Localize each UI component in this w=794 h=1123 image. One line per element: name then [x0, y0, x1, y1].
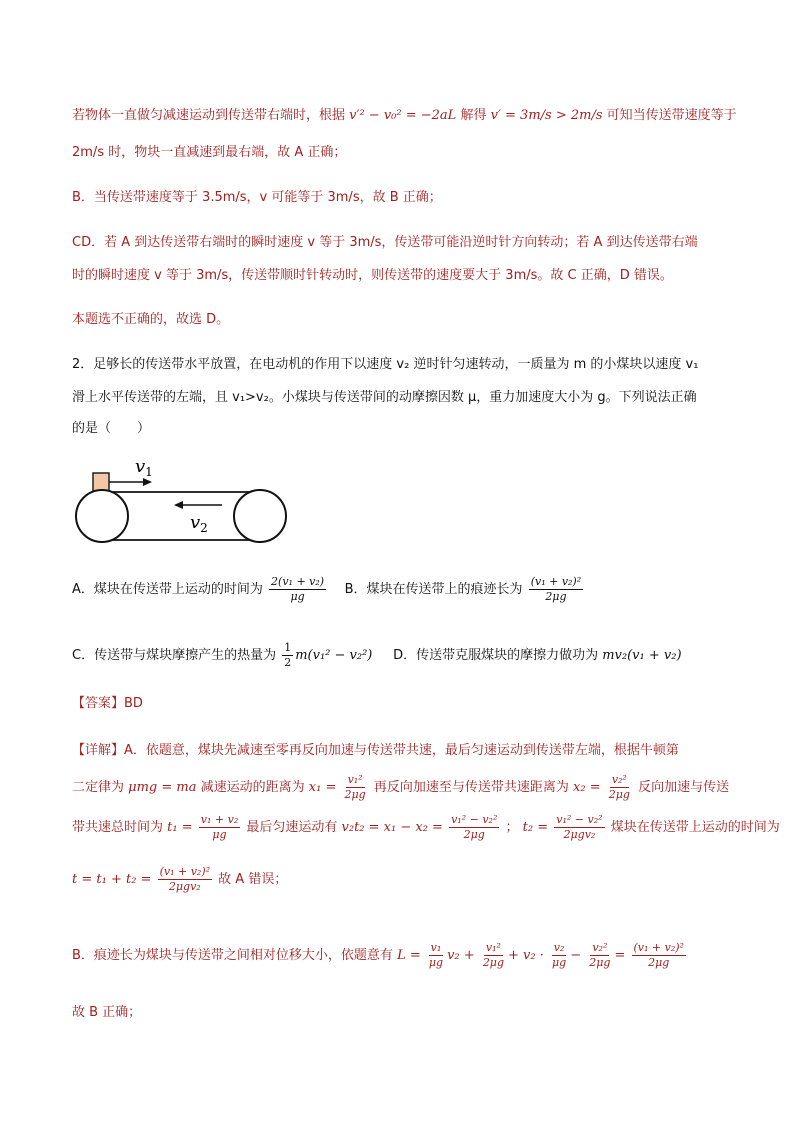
fraction — [587, 941, 612, 970]
equation: L = — [397, 948, 421, 963]
denominator: 2μgv₂ — [168, 880, 201, 893]
fraction — [158, 865, 212, 894]
text-segment: 二定律为 — [72, 780, 125, 795]
question-2-line-2: 滑上水平传送带的左端，且 v₁>v₂。小煤块与传送带间的动摩擦因数 μ，重力加速度大小为 g。下列说法正确 — [72, 390, 697, 405]
fraction — [554, 813, 604, 842]
numerator: (v₁ + v₂)² — [633, 941, 684, 954]
text-segment: 减速运动的距离为 — [200, 780, 305, 795]
explanation-line-1 — [72, 106, 737, 126]
question-2-line-3: 的是（ ） — [72, 421, 151, 436]
denominator: 2μg — [608, 788, 630, 801]
equation: v′ = 3m/s > 2m/s — [490, 108, 603, 123]
equation: t₂ = — [522, 820, 549, 835]
text-segment: 可知当传送带速度等于 — [606, 108, 737, 123]
denominator: 2μg — [463, 828, 485, 841]
text-segment: B．痕迹长为煤块与传送带之间相对位移大小，依题意有 — [72, 948, 393, 963]
option-a-label: A．煤块在传送带上运动的时间为 — [72, 582, 263, 597]
answer — [72, 694, 732, 714]
v1-label: $v_1$ — [135, 458, 153, 479]
denominator: μg — [428, 956, 444, 969]
numerator: v₂² — [592, 941, 608, 954]
denominator: μg — [290, 590, 305, 603]
denominator: 2μgv₂ — [563, 828, 596, 841]
explanation-line-2: 2m/s 时，物块一直减速到最右端，故 A 正确； — [72, 145, 347, 160]
text-segment: 最后匀速运动有 — [246, 820, 338, 835]
numerator: 2(v₁ + v₂) — [271, 575, 325, 588]
detail-line-4 — [72, 862, 732, 898]
equation: v′² − v₀² = −2aL — [349, 108, 457, 123]
numerator: v₂² — [611, 773, 627, 786]
options-ab — [72, 572, 732, 608]
denominator: μg — [212, 828, 227, 841]
equation: μmg = ma — [128, 780, 197, 795]
explanation-cd-1: CD．若 A 到达传送带右端时的瞬时速度 v 等于 3m/s，传送带可能沿逆时针方向转动；若 A 到达传送带右端 — [72, 235, 698, 250]
right-pulley — [234, 490, 286, 542]
option-b-label: B．煤块在传送带上的痕迹长为 — [344, 582, 523, 597]
denominator: 2 — [284, 656, 292, 669]
detail-b — [72, 938, 732, 974]
option-c-label: C．传送带与煤块摩擦产生的热量为 — [72, 648, 277, 663]
question-2-line-1: 2．足够长的传送带水平放置，在电动机的作用下以速度 v₂ 逆时针匀速转动，一质量为 m 的小煤块以速度 v₁ — [72, 357, 699, 372]
numerator: v₁² − v₂² — [556, 813, 603, 826]
equation: m(v₁² − v₂²) — [295, 648, 373, 663]
text-segment: 解得 — [460, 108, 487, 123]
denominator: 2μg — [589, 956, 611, 969]
conclusion: 本题选不正确的，故选 D。 — [72, 312, 230, 327]
v1-arrowhead — [143, 478, 152, 486]
explanation-cd-2: 时的瞬时速度 v 等于 3m/s，传送带顺时针转动时，则传送带的速度要大于 3m/s。故 C 正确，D 错误。 — [72, 268, 673, 283]
equation: + v₂ · — [508, 948, 544, 963]
option-d-label: D．传送带克服煤块的摩擦力做功为 — [393, 648, 599, 663]
fraction — [481, 941, 506, 970]
fraction — [607, 773, 632, 802]
text-segment: 再反向加速至与传送带共速距离为 — [373, 780, 569, 795]
text-segment: 带共速总时间为 — [72, 820, 164, 835]
denominator: 2μg — [545, 590, 567, 603]
fraction — [449, 813, 499, 842]
answer-label: 【答案】 — [72, 696, 125, 711]
text-segment: 反向加速与传送 — [638, 780, 730, 795]
numerator: v₁ + v₂ — [200, 813, 239, 826]
denominator: 2μg — [648, 956, 670, 969]
detail-line-3 — [72, 810, 780, 846]
equation: v₂t₂ = x₁ − x₂ = — [341, 820, 443, 835]
denominator: 2μg — [482, 956, 505, 969]
equation: t₁ = — [167, 820, 193, 835]
numerator: v₁² — [485, 941, 501, 954]
numerator: (v₁ + v₂)² — [530, 575, 582, 588]
separator: ； — [505, 820, 519, 835]
equation: mv₂(v₁ + v₂) — [602, 648, 682, 663]
fraction — [632, 941, 686, 970]
equation: x₁ = — [308, 780, 337, 795]
fraction — [427, 941, 445, 970]
fraction — [550, 941, 568, 970]
denominator: μg — [552, 956, 567, 969]
option-a-fraction — [269, 575, 326, 604]
numerator: v₂ — [553, 941, 565, 954]
equation: = — [614, 948, 626, 963]
detail-b-conclusion: 故 B 正确； — [72, 1005, 142, 1020]
equation: x₂ = — [573, 780, 601, 795]
text-segment: A．依题意，煤块先减速至零再反向加速与传送带共速，最后匀速运动到传送带左端，根据牛顿第 — [124, 743, 679, 758]
options-cd — [72, 638, 732, 674]
numerator: v₁² — [347, 773, 363, 786]
option-b-fraction — [529, 575, 583, 604]
numerator: v₁ — [430, 941, 442, 954]
explanation-b: B．当传送带速度等于 3.5m/s，v 可能等于 3m/s，故 B 正确； — [72, 190, 442, 205]
text-segment: 煤块在传送带上运动的时间为 — [610, 820, 780, 835]
text-segment: 若物体一直做匀减速运动到传送带右端时，根据 — [72, 108, 346, 123]
option-c-half — [282, 641, 293, 670]
equation: − — [570, 948, 582, 963]
detail-label: 【详解】 — [72, 743, 125, 758]
denominator: 2μg — [344, 788, 366, 801]
equation: t = t₁ + t₂ = — [72, 872, 152, 887]
detail-line-2 — [72, 770, 732, 806]
text-segment: 故 A 错误； — [218, 872, 288, 887]
fraction — [199, 813, 240, 842]
fraction — [343, 773, 368, 802]
numerator: 1 — [284, 641, 292, 654]
equation: v₂ + — [447, 948, 475, 963]
conveyor-belt-figure — [72, 458, 292, 558]
v2-label: $v_2$ — [190, 512, 208, 535]
numerator: (v₁ + v₂)² — [159, 865, 211, 878]
v2-arrowhead — [174, 501, 183, 509]
coal-block — [93, 473, 109, 491]
answer-value: BD — [124, 696, 143, 711]
detail-line-1 — [72, 741, 732, 761]
numerator: v₁² − v₂² — [451, 813, 498, 826]
left-pulley — [76, 490, 128, 542]
